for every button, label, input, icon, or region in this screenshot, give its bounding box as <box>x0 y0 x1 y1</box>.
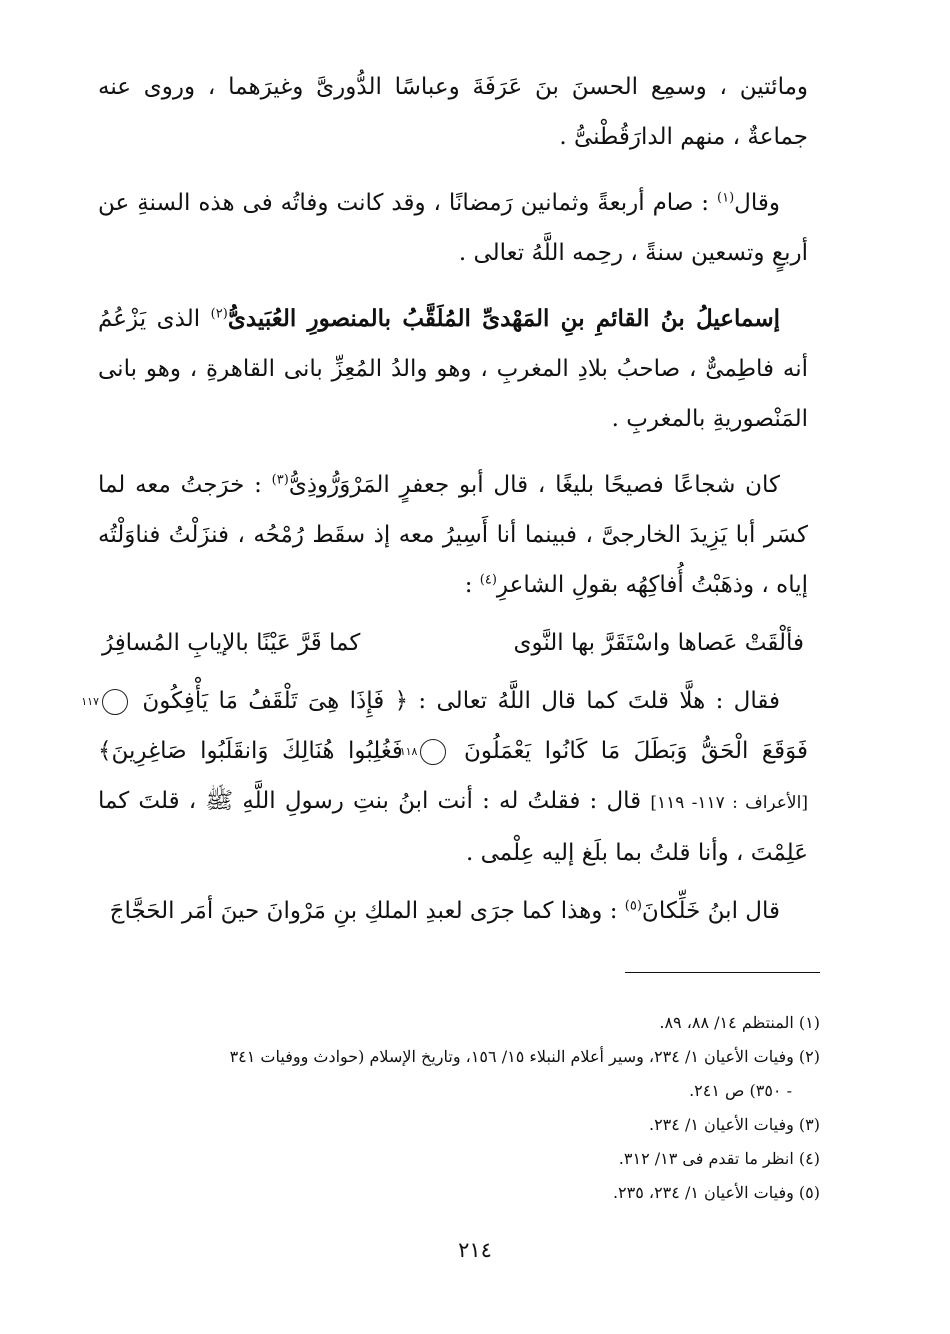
entry-text: الذى يَزْعُمُ أنه فاطِمىٌّ ، صاحبُ بلادِ المغربِ ، وهو والدُ المُعِزِّ بانى القاهرةِ ، وهو بانى المَنْصوريةِ بالمغربِ . <box>98 306 808 432</box>
paragraph-1-text: ومائتين ، وسمِع الحسنَ بنَ عَرَفَةَ وعباسًا الدُّورىَّ وغيرَهما ، وروى عنه جماعةٌ ، منهم الدارَقُطْنىُّ . <box>98 74 808 150</box>
aya-number-marker: ١١٧ <box>102 689 128 715</box>
page-number: ٢١٤ <box>458 1238 492 1262</box>
aya-number-marker: ١١٨ <box>420 739 446 765</box>
quran-reference: [الأعراف : ١١٧- ١١٩] <box>650 793 808 813</box>
paragraph-2 <box>98 178 808 278</box>
quran-lead: فقال : هلَّا قلتَ كما قال اللَّهُ تعالى : ﴿ فَإِذَا هِىَ تَلْقَفُ مَا يَأْفِكُونَ <box>142 688 780 714</box>
footnote-ref-3: (٣) <box>271 472 289 488</box>
verse-second-hemistich: كما قَرَّ عَيْنًا بالإيابِ المُسافِرُ <box>102 630 361 656</box>
paragraph-last-text: : وهذا كما جرَى لعبدِ الملكِ بنِ مَرْوانَ حينَ أمَر الحَجَّاجَ <box>109 898 625 924</box>
quran-paragraph <box>81 676 809 878</box>
footnote-ref-2: (٢) <box>210 306 228 322</box>
footnote-1: (١) المنتظم ١٤/ ٨٨، ٨٩. <box>659 1013 820 1032</box>
footnote-ref-4: (٤) <box>479 572 497 588</box>
footnote-ref-5: (٥) <box>624 898 642 914</box>
quran-end: فَغُلِبُوا هُنَالِكَ وَانقَلَبُوا صَاغِرِينَ﴾ <box>98 738 403 764</box>
paragraph-4 <box>98 460 808 610</box>
paragraph-2-text: : صام أربعةً وثمانين رَمضانًا ، وقد كانت وفاتُه فى هذه السنةِ عن أربعٍ وتسعين سنةً ، رحِمه اللَّهُ تعالى . <box>98 190 808 266</box>
verse-first-hemistich: فألْقَتْ عَصاها واسْتَقَرَّ بها النَّوى <box>513 630 804 656</box>
footnote-2: (٢) وفيات الأعيان ١/ ٢٣٤، وسير أعلام النبلاء ١٥/ ١٥٦، وتاريخ الإسلام (حوادث ووفيات ٣٤١ <box>229 1047 820 1066</box>
paragraph-4-tail: : <box>464 572 480 598</box>
footnote-divider <box>625 972 820 973</box>
paragraph-last-lead: قال ابنُ خَلِّكانَ <box>641 898 780 924</box>
quran-middle: فَوَقَعَ الْحَقُّ وَبَطَلَ مَا كَانُوا يَعْمَلُونَ <box>463 738 809 764</box>
footnote-ref-1: (١) <box>717 190 735 206</box>
footnote-2-continued: - ٣٥٠) ص ٢٤١. <box>689 1081 792 1100</box>
poetry-verse <box>98 618 808 668</box>
footnote-4: (٤) انظر ما تقدم فى ١٣/ ٣١٢. <box>618 1149 820 1168</box>
paragraph-2-lead: وقال <box>734 190 780 216</box>
biography-entry <box>98 294 808 444</box>
footnotes <box>98 1006 820 1210</box>
footnote-3: (٣) وفيات الأعيان ١/ ٢٣٤. <box>648 1115 820 1134</box>
paragraph-4-text: : خرَجتُ معه لما كسَر أبا يَزِيدَ الخارجىَّ ، فبينما أنا أَسِيرُ معه إذ سقَط رُمْحُه ، فنزَلْتُ فناوَلْتُه إياه ، وذهَبْتُ أُفاكِهُه بقولِ الشاعرِ <box>98 472 808 598</box>
paragraph-4-lead: كان شجاعًا فصيحًا بليغًا ، قال أبو جعفرٍ المَرْوَرُّوذِىُّ <box>288 472 781 498</box>
main-text <box>81 62 809 936</box>
quran-paragraph-tail: قال : فقلتُ له : أنت ابنُ بنتِ رسولِ اللَّهِ ﷺ ، قلتَ كما عَلِمْتَ ، وأنا قلتُ بما بلَغ إليه عِلْمى . <box>98 788 808 866</box>
entry-heading: إسماعيلُ بنُ القائمِ بنِ المَهْدىِّ المُلَقَّبُ بالمنصورِ العُبَيدىُّ <box>227 305 780 332</box>
footnote-5: (٥) وفيات الأعيان ١/ ٢٣٤، ٢٣٥. <box>612 1183 820 1202</box>
paragraph-last <box>98 886 808 936</box>
paragraph-1 <box>98 62 808 162</box>
